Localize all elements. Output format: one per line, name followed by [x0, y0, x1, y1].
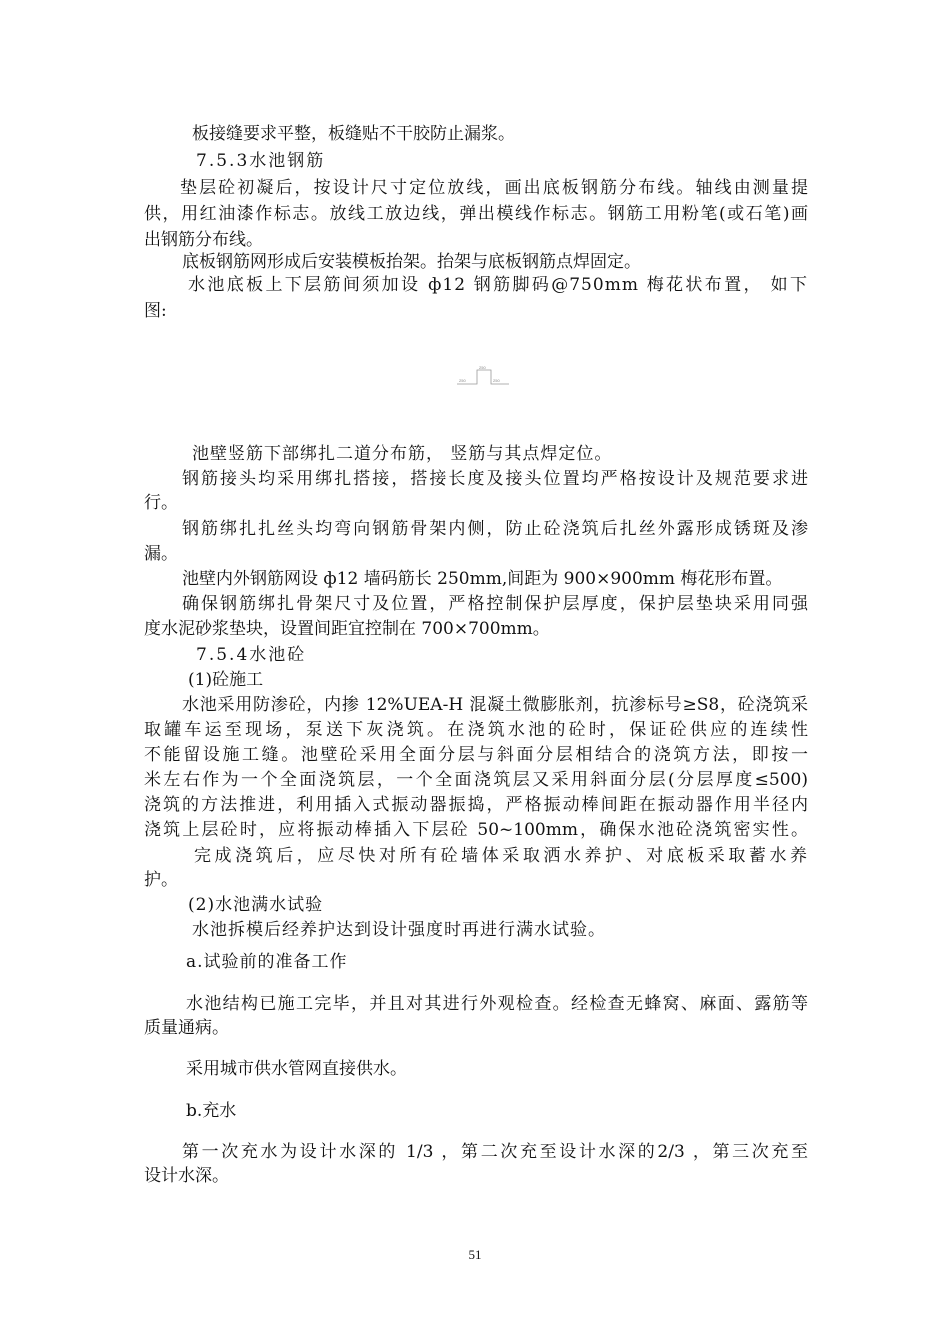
paragraph-line: 水池底板上下层筋间须加设 ф12 钢筋脚码@750mm 梅花状布置， 如下: [188, 275, 808, 295]
rebar-support-figure: [455, 366, 511, 390]
subsection-heading: a.试验前的准备工作: [186, 952, 348, 972]
paragraph-line: 垫层砼初凝后，按设计尺寸定位放线，画出底板钢筋分布线。轴线由测量提: [180, 178, 808, 198]
paragraph-line: 浇筑的方法推进，利用插入式振动器振捣，严格振动棒间距在振动器作用半径内: [144, 795, 808, 815]
paragraph-line: 行。: [144, 493, 178, 513]
paragraph-line: 设计水深。: [144, 1166, 229, 1186]
figure-label-left: 250: [459, 378, 466, 383]
paragraph-line: 池壁内外钢筋网设 ф12 墙码筋长 250mm,间距为 900×900mm 梅花形布置。: [182, 569, 783, 589]
subsection-heading: (2)水池满水试验: [188, 895, 324, 915]
paragraph-line: 钢筋绑扎扎丝头均弯向钢筋骨架内侧，防止砼浇筑后扎丝外露形成锈斑及渗: [182, 519, 808, 539]
paragraph-line: 质量通病。: [144, 1018, 229, 1038]
paragraph-line: 完成浇筑后，应尽快对所有砼墙体采取洒水养护、对底板采取蓄水养: [194, 846, 808, 866]
paragraph-line: 取罐车运至现场，泵送下灰浇筑。在浇筑水池的砼时，保证砼供应的连续性: [144, 720, 808, 740]
paragraph-line: 水池采用防渗砼，内掺 12%UEA-H 混凝土微膨胀剂，抗渗标号≥S8，砼浇筑采: [182, 695, 808, 715]
paragraph-line: 供，用红油漆作标志。放线工放边线，弹出模线作标志。钢筋工用粉笔(或石笔)画: [144, 204, 808, 224]
paragraph-line: 出钢筋分布线。: [144, 230, 263, 250]
paragraph-line: 水池结构已施工完毕，并且对其进行外观检查。经检查无蜂窝、麻面、露筋等: [186, 994, 808, 1014]
paragraph-line: 度水泥砂浆垫块，设置间距宜控制在 700×700mm。: [144, 619, 550, 639]
section-heading: 7.5.3水池钢筋: [196, 151, 326, 171]
paragraph-line: 板接缝要求平整，板缝贴不干胶防止漏浆。: [192, 124, 515, 144]
paragraph-line: 底板钢筋网形成后安装模板抬架。抬架与底板钢筋点焊固定。: [182, 252, 641, 272]
section-heading: 7.5.4水池砼: [196, 645, 307, 665]
subsection-heading: b.充水: [186, 1101, 237, 1121]
paragraph-line: 采用城市供水管网直接供水。: [186, 1059, 407, 1079]
paragraph-line: 确保钢筋绑扎骨架尺寸及位置，严格控制保护层厚度，保护层垫块采用同强: [182, 594, 808, 614]
figure-label-right: 250: [493, 378, 500, 383]
paragraph-line: 图:: [144, 301, 167, 321]
paragraph-line: 米左右作为一个全面浇筑层，一个全面浇筑层又采用斜面分层(分层厚度≤500): [144, 770, 808, 790]
paragraph-line: 护。: [144, 870, 178, 890]
paragraph-line: 浇筑上层砼时，应将振动棒插入下层砼 50~100mm，确保水池砼浇筑密实性。: [144, 820, 808, 840]
paragraph-line: 不能留设施工缝。池壁砼采用全面分层与斜面分层相结合的浇筑方法，即按一: [144, 745, 808, 765]
paragraph-line: 第一次充水为设计水深的 1/3 ，第二次充至设计水深的2/3 ，第三次充至: [182, 1142, 808, 1162]
paragraph-line: 钢筋接头均采用绑扎搭接，搭接长度及接头位置均严格按设计及规范要求进: [182, 469, 808, 489]
subsection-heading: (1)砼施工: [188, 670, 264, 690]
figure-label-top: 250: [479, 366, 486, 370]
page-number: 51: [468, 1247, 482, 1262]
paragraph-line: 池壁竖筋下部绑扎二道分布筋， 竖筋与其点焊定位。: [192, 444, 613, 464]
paragraph-line: 漏。: [144, 544, 178, 564]
paragraph-line: 水池拆模后经养护达到设计强度时再进行满水试验。: [192, 920, 606, 940]
